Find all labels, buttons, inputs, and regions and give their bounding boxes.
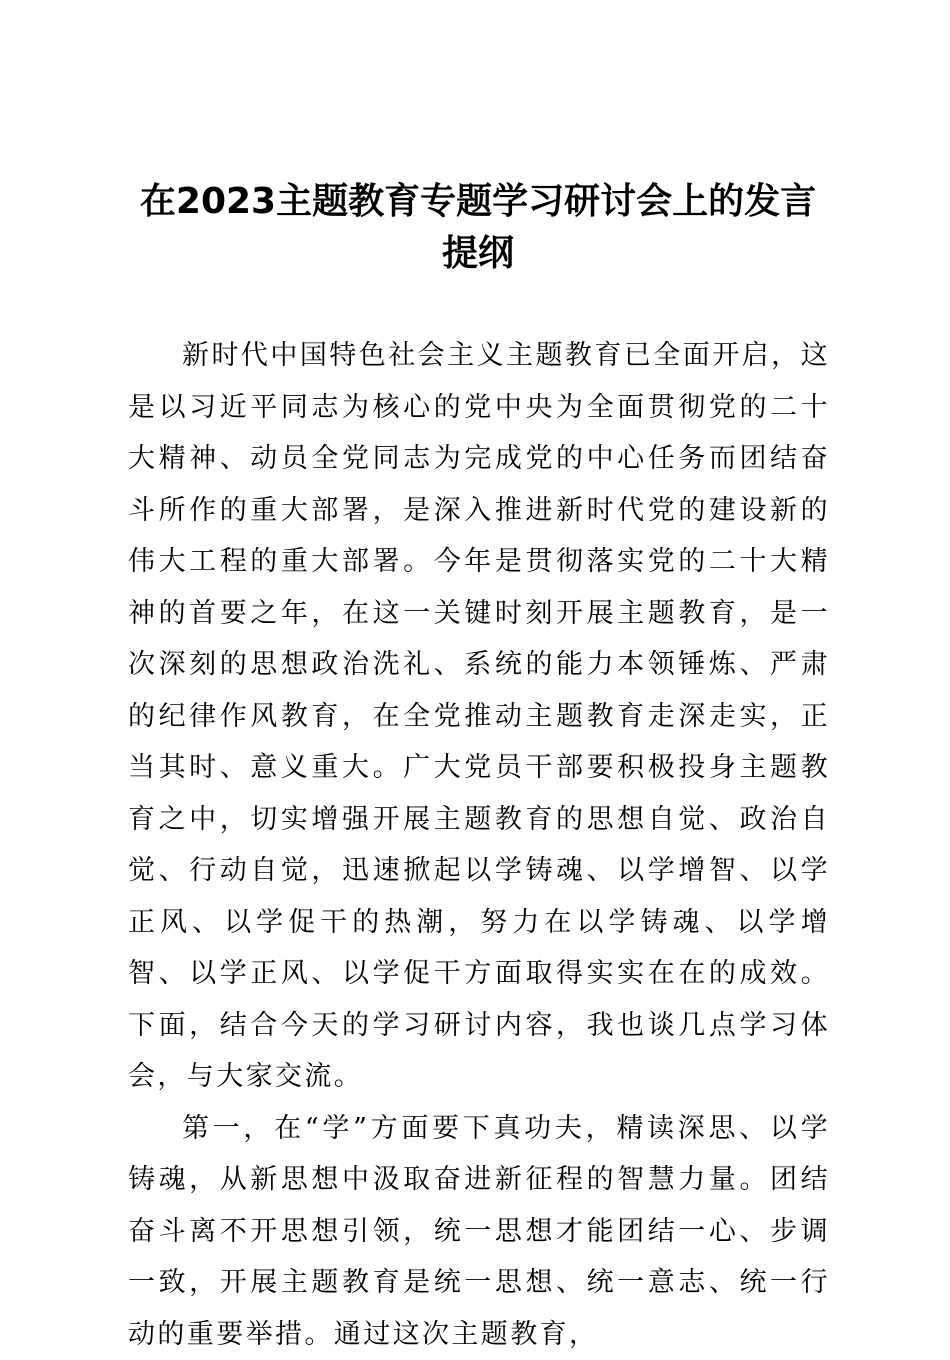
document-title: 在2023主题教育专题学习研讨会上的发言提纲 (128, 176, 828, 280)
body-paragraph: 新时代中国特色社会主义主题教育已全面开启，这是以习近平同志为核心的党中央为全面贯彻党的二十大精神、动员全党同志为完成党的中心任务而团结奋斗所作的重大部署，是深入推进新时代党的建设新的伟大工程的重大部署。今年是贯彻落实党的二十大精神的首要之年，在这一关键时刻开展主题教育，是一次深刻的思想政治洗礼、系统的能力本领锤炼、严肃的纪律作风教育，在全党推动主题教育走深走实，正当其时、意义重大。广大党员干部要积极投身主题教育之中，切实增强开展主题教育的思想自觉、政治自觉、行动自觉，迅速掀起以学铸魂、以学增智、以学正风、以学促干的热潮，努力在以学铸魂、以学增智、以学正风、以学促干方面取得实实在在的成效。下面，结合今天的学习研讨内容，我也谈几点学习体会，与大家交流。 (128, 330, 830, 1103)
body-paragraph: 第一，在“学”方面要下真功夫，精读深思、以学铸魂，从新思想中汲取奋进新征程的智慧力量。团结奋斗离不开思想引领，统一思想才能团结一心、步调一致，开展主题教育是统一思想、统一意志、统一行动的重要举措。通过这次主题教育， (128, 1103, 830, 1360)
document-body (128, 330, 830, 1360)
